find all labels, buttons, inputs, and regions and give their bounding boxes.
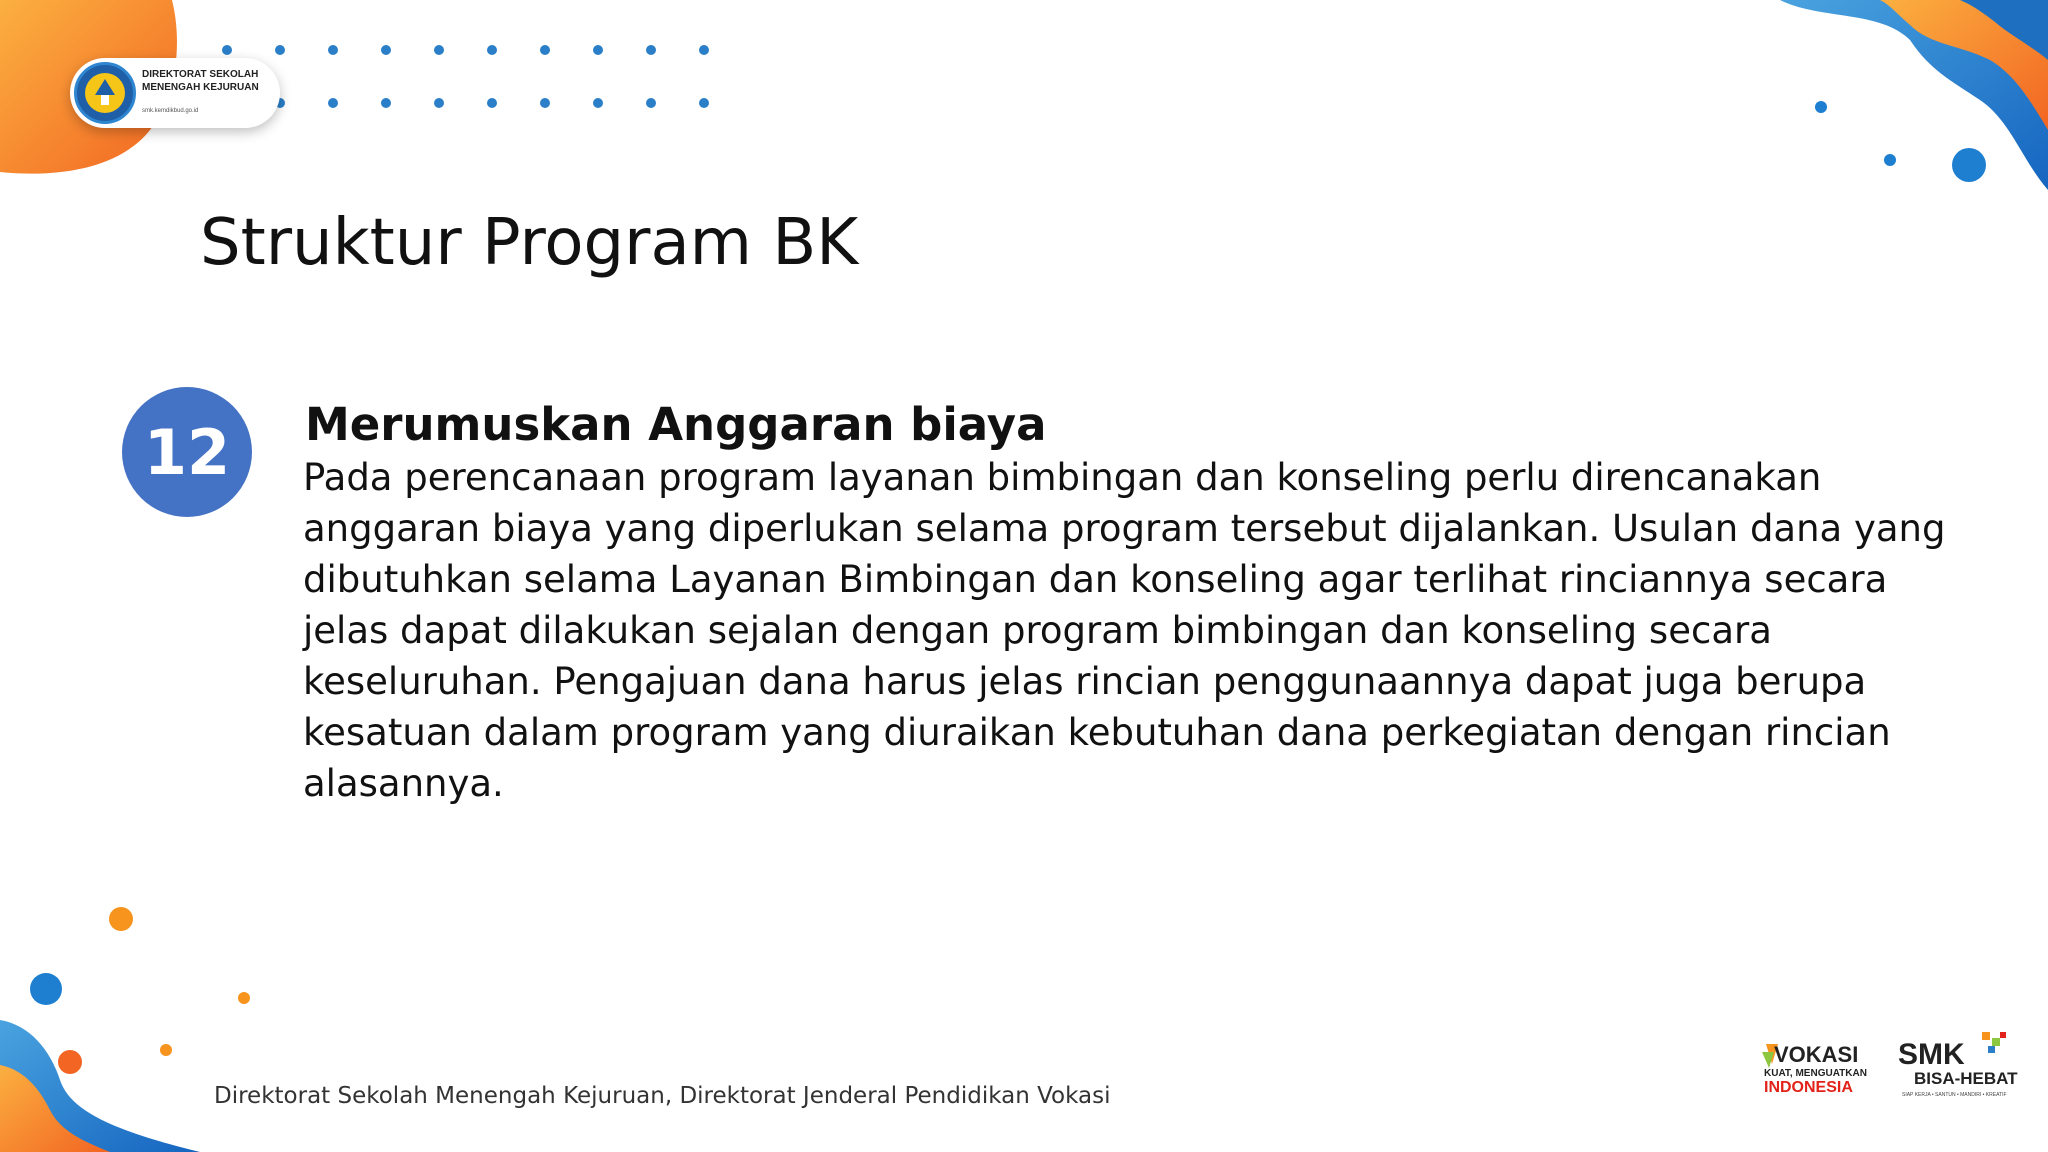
smk-logo-line1: SMK xyxy=(1898,1038,1965,1071)
bottom-left-wave-decoration xyxy=(0,890,260,1152)
vokasi-logo-line3: INDONESIA xyxy=(1764,1079,1853,1096)
top-dot-grid xyxy=(215,40,725,115)
section-number-badge: 12 xyxy=(122,387,252,517)
smk-logo-line2: BISA-HEBAT xyxy=(1914,1069,2018,1088)
section-body-text: Pada perencanaan program layanan bimbingan dan konseling perlu direncanakan anggaran biaya yang diperlukan selama program tersebut dijalankan. Usulan dana yang dibutuhkan selama Layanan Bimbingan dan konseling agar terlihat rinciannya secara jelas dapat dilakukan sejalan dengan program bimbingan dan konseling secara keseluruhan. Pengajuan dana harus jelas rincian penggunaannya dapat juga berupa kesatuan dalam program yang diuraikan kebutuhan dana perkegiatan dengan rincian alasannya. xyxy=(303,456,1946,805)
smk-bisa-hebat-logo xyxy=(1896,1030,2024,1102)
footer-text: Direktorat Sekolah Menengah Kejuruan, Direktorat Jenderal Pendidikan Vokasi xyxy=(214,1083,1111,1109)
smk-logo-line3: SIAP KERJA • SANTUN • MANDIRI • KREATIF xyxy=(1902,1092,2007,1098)
vokasi-logo xyxy=(1760,1038,1880,1100)
top-right-wave-decoration xyxy=(1760,0,2048,200)
logo-text: DIREKTORAT SEKOLAH MENENGAH KEJURUAN xyxy=(142,69,259,93)
emblem-icon xyxy=(74,62,136,124)
vokasi-logo-line2: KUAT, MENGUATKAN xyxy=(1764,1068,1867,1079)
slide-title: Struktur Program BK xyxy=(200,206,859,280)
vokasi-logo-line1: VOKASI xyxy=(1774,1042,1859,1067)
logo-url: smk.kemdikbud.go.id xyxy=(142,108,199,114)
section-heading: Merumuskan Anggaran biaya xyxy=(305,398,1047,451)
institution-logo xyxy=(70,58,280,128)
